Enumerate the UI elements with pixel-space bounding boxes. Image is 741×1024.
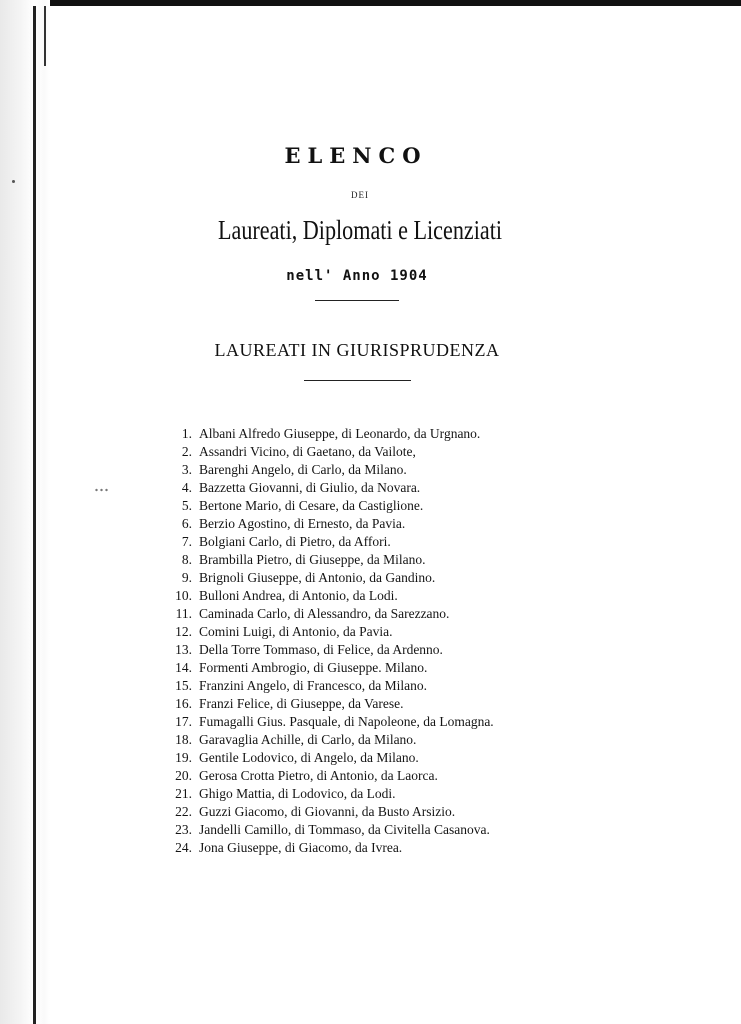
entry-text: Formenti Ambrogio, di Giuseppe. Milano. — [199, 660, 428, 675]
entry-number: 22. — [175, 804, 192, 819]
entry-text: Brignoli Giuseppe, di Antonio, da Gandino. — [199, 570, 436, 585]
entry-number: 8. — [181, 552, 192, 567]
entry-text: Ghigo Mattia, di Lodovico, da Lodi. — [199, 786, 396, 801]
list-item — [160, 515, 600, 533]
entry-text: Fumagalli Gius. Pasquale, di Napoleone, da Lomagna. — [199, 714, 494, 729]
entry-text: Jandelli Camillo, di Tommaso, da Civitella Casanova. — [199, 822, 490, 837]
entry-number: 7. — [181, 534, 192, 549]
spine-speck — [12, 180, 15, 183]
entry-text: Caminada Carlo, di Alessandro, da Sarezzano. — [199, 606, 450, 621]
entry-text: Gerosa Crotta Pietro, di Antonio, da Laorca. — [199, 768, 438, 783]
entry-number: 14. — [175, 660, 192, 675]
section-heading: LAUREATI IN GIURISPRUDENZA — [214, 340, 500, 360]
list-item — [160, 533, 600, 551]
list-item — [160, 731, 600, 749]
list-item — [160, 839, 600, 857]
entry-text: Garavaglia Achille, di Carlo, da Milano. — [199, 732, 417, 747]
entry-number: 20. — [175, 768, 192, 783]
list-item — [160, 587, 600, 605]
entry-number: 21. — [175, 786, 192, 801]
entry-text: Bazzetta Giovanni, di Giulio, da Novara. — [199, 480, 421, 495]
graduate-list — [160, 425, 600, 857]
list-item — [160, 803, 600, 821]
entry-text: Guzzi Giacomo, di Giovanni, da Busto Arsizio. — [199, 804, 456, 819]
list-item — [160, 767, 600, 785]
list-item — [160, 785, 600, 803]
entry-text: Jona Giuseppe, di Giacomo, da Ivrea. — [199, 840, 403, 855]
entry-number: 17. — [175, 714, 192, 729]
list-item — [160, 713, 600, 731]
entry-text: Berzio Agostino, di Ernesto, da Pavia. — [199, 516, 406, 531]
list-item — [160, 497, 600, 515]
entry-text: Assandri Vicino, di Gaetano, da Vailote, — [199, 444, 416, 459]
entry-text: Bulloni Andrea, di Antonio, da Lodi. — [199, 588, 398, 603]
entry-number: 18. — [175, 732, 192, 747]
entry-number: 19. — [175, 750, 192, 765]
entry-number: 16. — [175, 696, 192, 711]
entry-number: 3. — [181, 462, 192, 477]
list-item — [160, 695, 600, 713]
entry-number: 2. — [181, 444, 192, 459]
list-item — [160, 623, 600, 641]
entry-number: 5. — [181, 498, 192, 513]
entry-number: 15. — [175, 678, 192, 693]
entry-text: Gentile Lodovico, di Angelo, da Milano. — [199, 750, 419, 765]
entry-text: Albani Alfredo Giuseppe, di Leonardo, da Urgnano. — [199, 426, 481, 441]
stray-dots — [94, 488, 108, 492]
heading-dei: DEI — [351, 190, 369, 200]
list-item — [160, 641, 600, 659]
list-item — [160, 659, 600, 677]
list-item — [160, 461, 600, 479]
list-item — [160, 677, 600, 695]
entry-number: 10. — [175, 588, 192, 603]
entry-text: Brambilla Pietro, di Giuseppe, da Milano. — [199, 552, 426, 567]
entry-text: Comini Luigi, di Antonio, da Pavia. — [199, 624, 393, 639]
list-item — [160, 551, 600, 569]
entry-number: 12. — [175, 624, 192, 639]
list-item — [160, 425, 600, 443]
page-top-edge — [0, 0, 741, 6]
entry-number: 24. — [175, 840, 192, 855]
entry-text: Barenghi Angelo, di Carlo, da Milano. — [199, 462, 407, 477]
entry-number: 11. — [175, 606, 192, 621]
entry-number: 1. — [181, 426, 192, 441]
entry-text: Franzini Angelo, di Francesco, da Milano. — [199, 678, 427, 693]
list-item — [160, 479, 600, 497]
heading-elenco: ELENCO — [284, 143, 428, 168]
document-title: Laureati, Diplomati e Licenziati — [217, 215, 503, 245]
divider-rule — [315, 300, 399, 301]
list-item — [160, 821, 600, 839]
entry-number: 13. — [175, 642, 192, 657]
entry-text: Bertone Mario, di Cesare, da Castiglione. — [199, 498, 424, 513]
entry-number: 4. — [181, 480, 192, 495]
list-item — [160, 749, 600, 767]
list-item — [160, 569, 600, 587]
entry-text: Bolgiani Carlo, di Pietro, da Affori. — [199, 534, 391, 549]
entry-number: 23. — [175, 822, 192, 837]
divider-rule — [304, 380, 411, 381]
year-line: nell' Anno 1904 — [286, 268, 428, 284]
list-item — [160, 443, 600, 461]
entry-number: 6. — [181, 516, 192, 531]
entry-text: Della Torre Tommaso, di Felice, da Ardenno. — [199, 642, 443, 657]
entry-number: 9. — [181, 570, 192, 585]
spine-mark — [44, 6, 46, 66]
list-item — [160, 605, 600, 623]
entry-text: Franzi Felice, di Giuseppe, da Varese. — [199, 696, 404, 711]
